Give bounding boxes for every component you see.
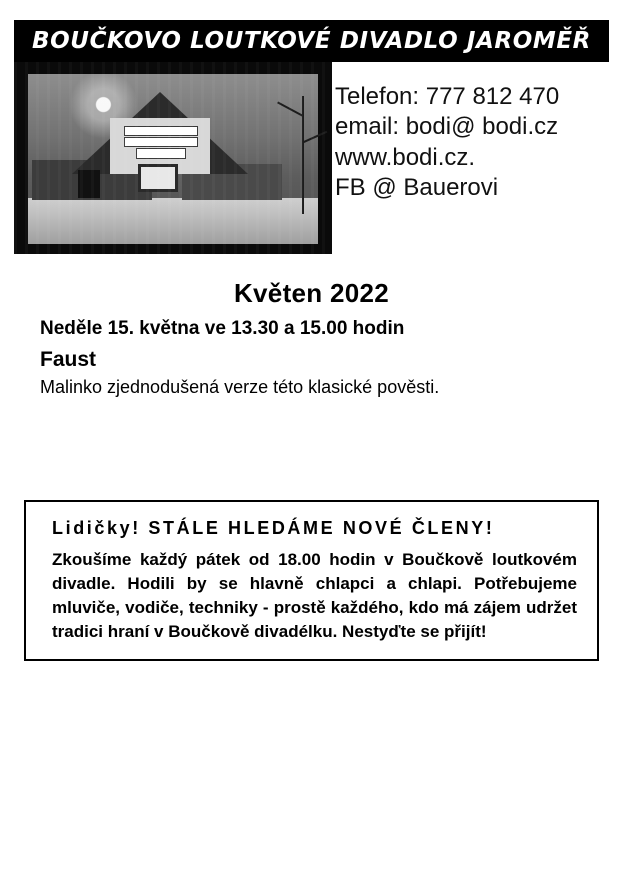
page-title: BOUČKOVO LOUTKOVÉ DIVADLO JAROMĚŘ (32, 28, 591, 54)
contact-facebook: FB @ Bauerovi (335, 174, 499, 202)
contact-email: email: bodi@ bodi.cz (335, 113, 559, 141)
tree-branch (302, 96, 304, 214)
ground-snow (28, 198, 318, 244)
building-door (78, 170, 100, 198)
contact-website: www.bodi.cz. (335, 143, 476, 171)
photo-image (28, 74, 318, 244)
building-sign-top (124, 126, 198, 136)
month-heading: Květen 2022 (233, 278, 390, 308)
theatre-photo (14, 62, 332, 254)
building-window (138, 164, 178, 192)
event-description: Malinko zjednodušená verze této klasické pověsti. (40, 377, 440, 397)
building-sign-bottom (136, 148, 186, 159)
contact-block (335, 82, 615, 204)
event-title: Faust (40, 348, 97, 371)
building-sign-middle (124, 137, 198, 147)
notice-heading: Lidičky! STÁLE HLEDÁME NOVÉ ČLENY! (52, 518, 495, 538)
theatre-building (72, 92, 248, 200)
event-date: Neděle 15. května ve 13.30 a 15.00 hodin (40, 318, 405, 339)
event-entry (40, 318, 600, 398)
recruitment-notice-box (24, 500, 599, 661)
contact-phone: Telefon: 777 812 470 (335, 83, 560, 110)
header-banner (14, 20, 609, 62)
notice-body: Zkoušíme každý pátek od 18.00 hodin v Boučkově loutkovém divadle. Hodili by se hlavně chlapci a chlapi. Potřebujeme mluviče, vodiče, techniky - prostě každého, kdo má zájem udržet tradici hraní v Boučkově divadélku. Nestyďte se přijít! (52, 550, 577, 642)
